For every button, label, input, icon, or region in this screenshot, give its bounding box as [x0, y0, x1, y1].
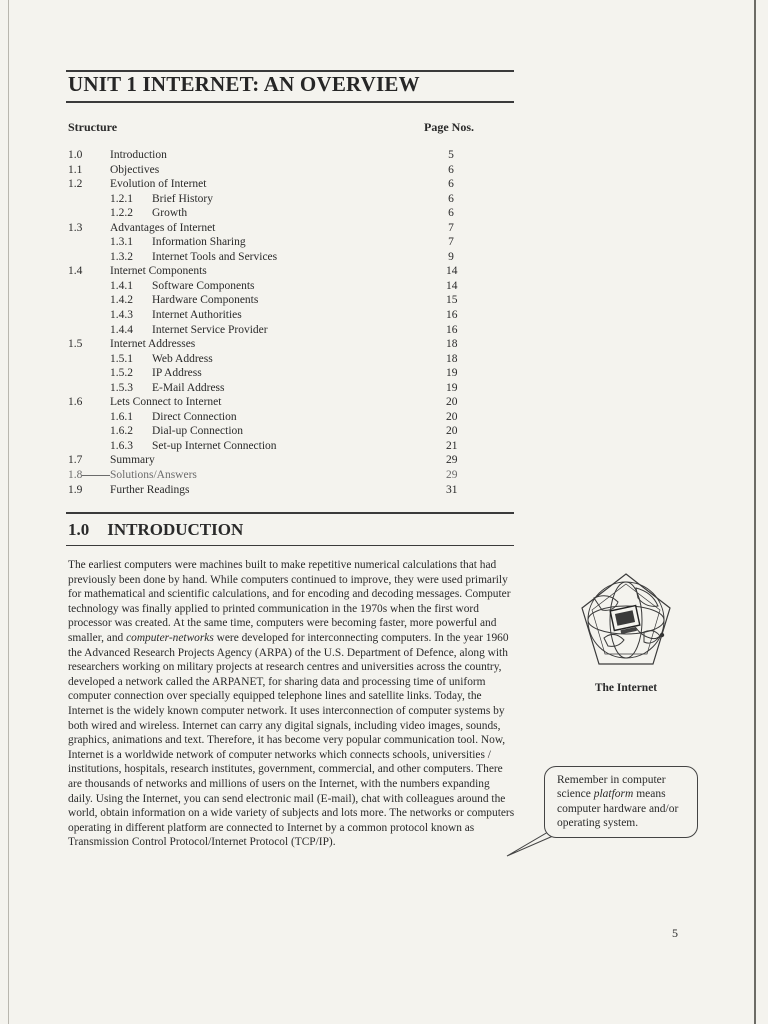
section-number: 1.0 — [68, 520, 90, 539]
toc-title: Advantages of Internet — [110, 221, 216, 234]
toc-page-number: 6 — [448, 192, 454, 205]
toc-page-number: 18 — [446, 338, 458, 351]
toc-number: 1.3.2 — [110, 250, 133, 263]
section-rule-bottom — [66, 545, 514, 546]
toc-row — [68, 192, 468, 207]
callout-text-post: means computer hardware and/or operating system. — [557, 788, 679, 829]
toc-number: 1.5 — [68, 338, 83, 351]
figure-caption: The Internet — [594, 682, 658, 694]
toc-title: Brief History — [152, 192, 214, 205]
toc-number: 1.7 — [68, 454, 83, 467]
page-number: 5 — [672, 926, 678, 940]
toc-row — [68, 235, 468, 250]
toc-title: Evolution of Internet — [110, 178, 207, 191]
toc-row — [68, 148, 468, 163]
toc-page-number: 19 — [446, 367, 458, 380]
toc-page-number: 20 — [446, 425, 458, 438]
toc-row — [68, 366, 468, 381]
section-rule-top — [66, 512, 514, 514]
internet-globe-illustration — [574, 568, 678, 678]
toc-title: Dial-up Connection — [152, 425, 244, 438]
toc-page-number: 6 — [448, 178, 454, 191]
section-title: INTRODUCTION — [107, 520, 244, 539]
toc-row — [68, 381, 468, 396]
toc-number: 1.2 — [68, 178, 83, 191]
toc-row — [68, 424, 468, 439]
toc-row — [68, 293, 468, 308]
intro-paragraph — [68, 558, 516, 850]
toc-title: Lets Connect to Internet — [110, 396, 222, 409]
toc-page-number: 20 — [446, 410, 458, 423]
toc-row — [68, 279, 468, 294]
toc-number: 1.4.4 — [110, 323, 133, 336]
toc-number: 1.6.2 — [110, 425, 133, 438]
toc-title: IP Address — [152, 367, 202, 380]
toc-page-number: 5 — [448, 149, 454, 161]
structure-label: Structure — [68, 120, 118, 134]
toc-page-number: 9 — [448, 250, 454, 263]
toc-title: Internet Service Provider — [152, 323, 268, 336]
toc-title: Internet Tools and Services — [152, 250, 278, 263]
toc-number: 1.4.2 — [110, 294, 133, 307]
toc-page-number: 21 — [446, 439, 458, 452]
platform-callout-note — [544, 766, 698, 838]
toc-row — [68, 352, 468, 367]
toc-number: 1.4.1 — [110, 279, 133, 292]
toc-page-number: 14 — [446, 279, 458, 292]
toc-page-number: 15 — [446, 294, 458, 307]
toc-page-number: 18 — [446, 352, 458, 365]
toc-row — [68, 410, 468, 425]
toc-number: 1.0 — [68, 149, 83, 161]
toc-title: Internet Authorities — [152, 309, 242, 322]
section-heading — [68, 520, 243, 540]
toc-page-number: 14 — [446, 265, 458, 278]
monitor-icon — [610, 606, 640, 635]
toc-number: 1.2.1 — [110, 192, 133, 205]
toc-number: 1.5.3 — [110, 381, 133, 394]
toc-title: Information Sharing — [152, 236, 246, 249]
table-of-contents — [68, 148, 468, 497]
page-left-edge — [8, 0, 9, 1024]
toc-title: Further Readings — [110, 483, 190, 496]
toc-number: 1.5.2 — [110, 367, 133, 380]
toc-number: 1.4.3 — [110, 309, 133, 322]
title-rule-bottom — [66, 101, 514, 103]
page-nos-label: Page Nos. — [424, 120, 474, 134]
toc-row — [68, 395, 468, 410]
toc-row — [68, 483, 468, 498]
toc-page-number: 7 — [448, 236, 454, 249]
toc-number: 1.2.2 — [110, 207, 133, 220]
toc-number: 1.5.1 — [110, 352, 133, 365]
toc-title: Objectives — [110, 163, 160, 176]
toc-title: Growth — [152, 207, 188, 220]
toc-number: 1.8 — [68, 469, 83, 482]
toc-row — [68, 308, 468, 323]
toc-number: 1.1 — [68, 163, 83, 176]
toc-row — [68, 439, 468, 454]
toc-page-number: 29 — [446, 454, 458, 467]
toc-row — [68, 221, 468, 236]
toc-title: Summary — [110, 454, 155, 467]
intro-emphasis: computer-networks — [126, 631, 214, 644]
toc-number: 1.3.1 — [110, 236, 133, 249]
intro-text-part2: were developed for interconnecting computers. In the year 1960 the Advanced Research Projects Agency (ARPA) of the U.S. Department of Defence, along with researchers working on military projects at research centres and universities across the country, developed a network called the ARPANET, for sharing data and processing time of uniform computer connection over specially equipped telephone lines and satellite links. Today, the Internet is the widely known computer network. It uses interconnection of computer systems by both wired and wireless. Internet can carry any digital signals, including video images, sounds, graphics, animations and text. Therefore, it has become very popular communication tool. Now, Internet is a worldwide network of computer networks which connects schools, universities / institutions, hospitals, research institutes, government, commercial, and other computers. There are thousands of networks and millions of users on the Internet, with the numbers expanding daily. Using the Internet, you can send electronic mail (E-mail), chat with colleagues around the world, obtain information on a wide variety of subjects and lots more. The networks or computers operating in different platform are connected to Internet by a common protocol known as Transmission Control Protocol/Internet Protocol (TCP/IP). — [68, 631, 515, 849]
toc-row — [68, 337, 468, 352]
toc-page-number: 29 — [446, 469, 458, 482]
toc-title: Introduction — [110, 149, 167, 161]
page-right-edge — [754, 0, 756, 1024]
toc-number: 1.3 — [68, 221, 83, 234]
toc-page-number: 20 — [446, 396, 458, 409]
toc-number: 1.6.3 — [110, 439, 133, 452]
toc-number: 1.9 — [68, 483, 83, 496]
toc-page-number: 16 — [446, 309, 458, 322]
toc-page-number: 16 — [446, 323, 458, 336]
toc-title: Web Address — [152, 352, 213, 365]
toc-title: E-Mail Address — [152, 381, 225, 394]
toc-row — [68, 163, 468, 178]
toc-page-number: 31 — [446, 483, 458, 496]
intro-text-part1: The earliest computers were machines built to make repetitive numerical calculations that had previously been done by hand. While computers continued to improve, they were used primarily for mathematical and scientific calculations, and for encoding and decoding messages. Computer technology was finally applied to printed communication in the 1970s when the first word processor was created. At the same time, computers were becoming faster, more powerful and smaller, and — [68, 559, 511, 644]
toc-title: Hardware Components — [152, 294, 259, 307]
toc-number: 1.6.1 — [110, 410, 133, 423]
toc-row — [68, 468, 468, 483]
toc-page-number: 6 — [448, 207, 454, 220]
toc-title: Direct Connection — [152, 410, 237, 423]
unit-title: UNIT 1 INTERNET: AN OVERVIEW — [68, 72, 420, 96]
toc-page-number: 19 — [446, 381, 458, 394]
toc-row — [68, 264, 468, 279]
callout-emphasis: platform — [593, 788, 634, 801]
toc-row — [68, 453, 468, 468]
toc-title: Software Components — [152, 279, 255, 292]
toc-number: 1.4 — [68, 265, 83, 278]
toc-row — [68, 250, 468, 265]
toc-row — [68, 206, 468, 221]
toc-page-number: 7 — [448, 221, 454, 234]
callout-text-pre: Remember in computer science — [557, 774, 666, 801]
pen-strike-mark — [82, 475, 110, 476]
toc-title: Internet Components — [110, 265, 207, 278]
toc-row — [68, 177, 468, 192]
toc-page-number: 6 — [448, 163, 454, 176]
toc-title: Set-up Internet Connection — [152, 439, 277, 452]
toc-title: Internet Addresses — [110, 338, 196, 351]
toc-row — [68, 323, 468, 338]
toc-number: 1.6 — [68, 396, 83, 409]
toc-title: Solutions/Answers — [110, 469, 197, 482]
